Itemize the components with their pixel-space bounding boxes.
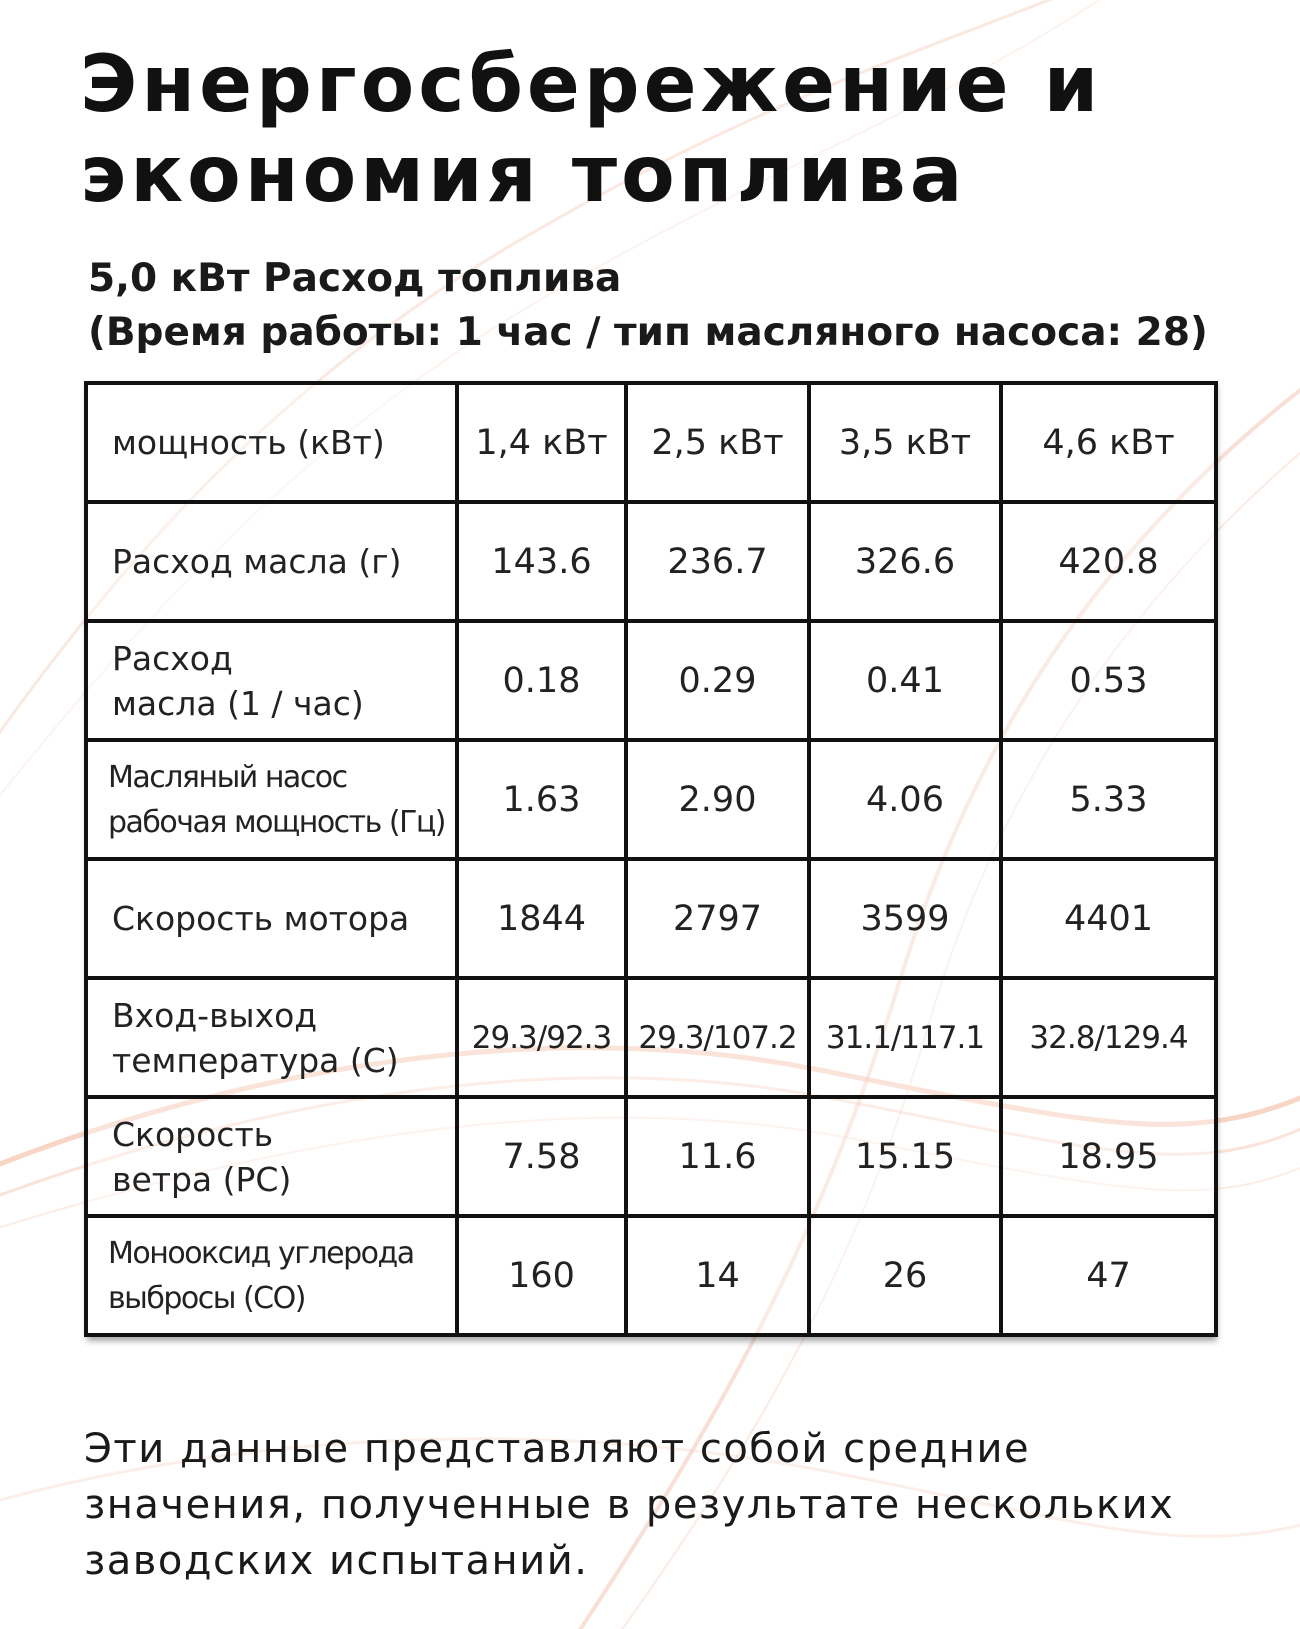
row-label: Расход масла (г) [86,502,457,621]
footnote-line-2: значения, полученные в результате нескольких [84,1482,1175,1528]
table-cell: 160 [457,1216,626,1335]
table-cell: 420.8 [1001,502,1216,621]
page-title-line-2: экономия топлива [80,130,967,220]
table-cell: 14 [626,1216,809,1335]
page-title [80,40,1102,220]
table-cell: 143.6 [457,502,626,621]
table-row [86,859,1216,978]
table-cell: 15.15 [809,1097,1001,1216]
footnote [84,1421,1264,1589]
fuel-consumption-table [84,381,1218,1337]
row-label: Вход-выход температура (С) [86,978,457,1097]
table-cell: 4401 [1001,859,1216,978]
table-cell: 47 [1001,1216,1216,1335]
footnote-line-3: заводских испытаний. [84,1538,589,1584]
row-label: Скорость мотора [86,859,457,978]
table-row [86,1097,1216,1216]
table-cell: 31.1/117.1 [809,978,1001,1097]
table-cell: 18.95 [1001,1097,1216,1216]
table-cell: 0.29 [626,621,809,740]
subtitle [88,252,1208,360]
table-header-cell: 3,5 кВт [809,383,1001,502]
table-cell: 7.58 [457,1097,626,1216]
table-cell: 11.6 [626,1097,809,1216]
page-title-line-1: Энергосбережение и [80,40,1103,130]
row-label: Скорость ветра (PC) [86,1097,457,1216]
table-cell: 1.63 [457,740,626,859]
row-label: Монооксид углерода выбросы (CO) [86,1216,457,1335]
table-cell: 29.3/107.2 [626,978,809,1097]
row-label: Расход масла (1 / час) [86,621,457,740]
table-row [86,740,1216,859]
subtitle-line-1: 5,0 кВт Расход топлива [88,256,622,301]
table-cell: 0.18 [457,621,626,740]
subtitle-line-2: (Время работы: 1 час / тип масляного насоса: 28) [88,310,1208,355]
table-cell: 2.90 [626,740,809,859]
table-header-cell: 4,6 кВт [1001,383,1216,502]
table-cell: 32.8/129.4 [1001,978,1216,1097]
table-cell: 0.53 [1001,621,1216,740]
table-cell: 4.06 [809,740,1001,859]
table-cell: 1844 [457,859,626,978]
table-cell: 0.41 [809,621,1001,740]
table-header-cell: 1,4 кВт [457,383,626,502]
table-row [86,978,1216,1097]
row-label: Масляный насос рабочая мощность (Гц) [86,740,457,859]
fuel-consumption-table-container [84,381,1214,1337]
table-cell: 26 [809,1216,1001,1335]
table-cell: 326.6 [809,502,1001,621]
table-cell: 29.3/92.3 [457,978,626,1097]
table-row [86,502,1216,621]
table-cell: 5.33 [1001,740,1216,859]
table-cell: 236.7 [626,502,809,621]
table-cell: 2797 [626,859,809,978]
footnote-line-1: Эти данные представляют собой средние [84,1426,1031,1472]
table-row [86,1216,1216,1335]
table-row [86,621,1216,740]
table-cell: 3599 [809,859,1001,978]
table-header-row [86,383,1216,502]
table-header-cell: 2,5 кВт [626,383,809,502]
table-header-label: мощность (кВт) [86,383,457,502]
